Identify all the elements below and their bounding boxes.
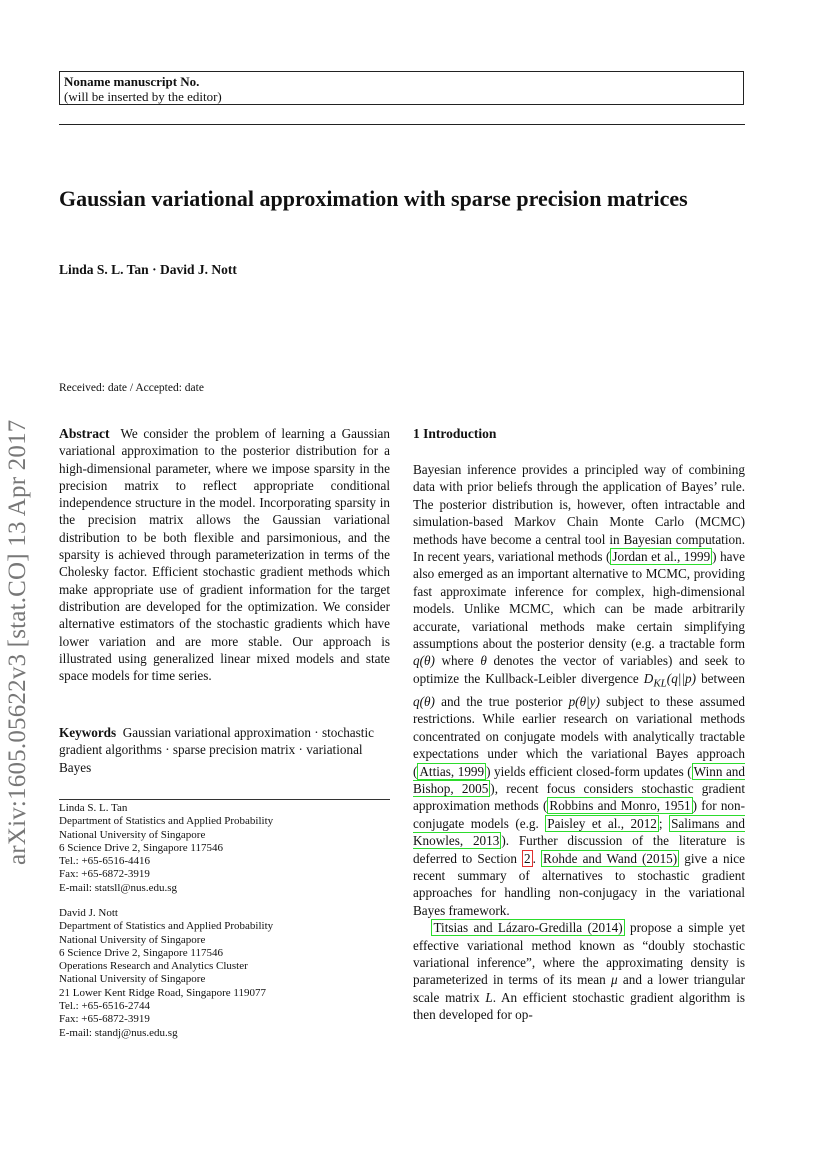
math-subscript: KL <box>653 677 667 690</box>
text-run: give a nice recent summary of alternatives to stochastic gradient approaches for handling non-conjugacy in the variational Bayes framework. <box>413 850 745 918</box>
affil-email: E-mail: statsll@nus.edu.sg <box>59 881 177 894</box>
affiliation-nott <box>59 907 390 1040</box>
text-run: ; <box>658 815 670 831</box>
affil-line: 21 Lower Kent Ridge Road, Singapore 119077 <box>59 986 267 999</box>
affiliation-tan <box>59 802 390 895</box>
affil-line: 6 Science Drive 2, Singapore 117546 <box>59 946 223 959</box>
paper-authors: Linda S. L. Tan · David J. Nott <box>59 262 237 277</box>
header-rule <box>59 124 745 125</box>
affil-line: National University of Singapore <box>59 828 206 841</box>
math-args: (q||p) <box>666 670 697 686</box>
section-reference-link[interactable]: 2 <box>524 850 531 866</box>
intro-paragraph-2 <box>413 919 745 1023</box>
paper-title: Gaussian variational approximation with sparse precision matrices <box>59 186 688 211</box>
abstract <box>59 425 390 684</box>
affil-line: Department of Statistics and Applied Probability <box>59 920 274 933</box>
citation-link[interactable]: Titsias and Lázaro-Gredilla (2014) <box>433 920 623 936</box>
affil-email: E-mail: standj@nus.edu.sg <box>59 1026 178 1039</box>
text-run: between <box>696 670 745 686</box>
text-run: ) for non-conjugate models (e.g. <box>413 798 746 831</box>
manuscript-number: Noname manuscript No. <box>64 74 200 89</box>
manuscript-box <box>59 71 744 105</box>
math-posterior: p(θ|y) <box>568 693 600 709</box>
manuscript-note: (will be inserted by the editor) <box>64 89 222 104</box>
math-q-theta: q(θ) <box>413 653 435 669</box>
affil-line: David J. Nott <box>59 907 118 919</box>
text-run: ) have also emerged as an important alternative to MCMC, providing fast approximate inference for complex, high-dimensional models. Unlike MCMC, which can be made arbitrarily accurate, variational methods make certain simplifying assumptions about the posterior density (e.g. a tractable form <box>413 549 745 652</box>
section-heading-introduction: 1 Introduction <box>413 426 497 441</box>
received-date: Received: date / Accepted: date <box>59 382 204 394</box>
arxiv-stamp: arXiv:1605.05622v3 [stat.CO] 13 Apr 2017 <box>4 419 31 865</box>
text-run: Bayesian inference provides a principled way of combining data with prior beliefs through the application of Bayes’ rule. The posterior distribution is, however, often intractable and simulation-based Markov Chain Monte Carlo (MCMC) methods have become a central tool in Bayesian computation. In recent years, variational methods ( <box>413 462 745 565</box>
citation-link[interactable]: Robbins and Monro, 1951 <box>549 798 691 814</box>
math-mu: μ <box>611 972 618 988</box>
abstract-text: We consider the problem of learning a Gaussian variational approximation to the posterior distribution for a high-dimensional parameter, where we impose sparsity in the precision matrix to reflect appropriate conditional independence structure in the model. Incorporating sparsity in the precision matrix allows the Gaussian variational distribution to be both flexible and parsimonious, and the sparsity is achieved through parameterization in terms of the Cholesky factor. Efficient stochastic gradient methods which make appropriate use of gradient information for the target distribution are developed for the optimization. We consider alternative estimators of the stochastic gradients which have lower variation and are more stable. Our approach is illustrated using generalized linear mixed models and state space models for time series. <box>59 426 390 684</box>
math-theta: θ <box>480 653 487 669</box>
introduction-body <box>413 461 745 1024</box>
text-run: ) yields efficient closed-form updates ( <box>486 763 692 779</box>
text-run: ), recent focus considers stochastic gradient approximation methods ( <box>413 780 745 814</box>
affil-line: Tel.: +65-6516-2744 <box>59 1000 150 1013</box>
text-run: and the true posterior <box>434 693 569 709</box>
math-q-theta: q(θ) <box>413 693 435 709</box>
citation-link[interactable]: Rohde and Wand (2015) <box>543 850 678 866</box>
affil-line: National University of Singapore <box>59 973 206 986</box>
text-run: where <box>434 653 481 669</box>
abstract-label: Abstract <box>59 426 110 441</box>
citation-link[interactable]: Winn and Bishop, 2005 <box>413 763 745 796</box>
affiliation-rule <box>59 799 390 800</box>
math-L: L <box>485 989 493 1005</box>
text-run: propose a simple yet effective variational method known as “doubly stochastic variational inference”, where the approximating density is parameterized in terms of its mean <box>413 920 745 988</box>
citation-link[interactable]: Paisley et al., 2012 <box>547 815 657 831</box>
text-run: ). Further discussion of the literature is deferred to Section <box>413 833 745 866</box>
keywords-label: Keywords <box>59 725 117 740</box>
affil-line: National University of Singapore <box>59 933 206 946</box>
math-symbol: D <box>643 670 654 686</box>
citation-link[interactable]: Attias, 1999 <box>419 763 485 779</box>
keywords-text: Gaussian variational approximation · stochastic gradient algorithms · sparse precision matrix · variational Bayes <box>59 725 374 775</box>
affil-line: Operations Research and Analytics Cluster <box>59 960 248 973</box>
affil-line: Tel.: +65-6516-4416 <box>59 855 150 868</box>
citation-link[interactable]: Jordan et al., 1999 <box>612 549 711 565</box>
intro-paragraph-1 <box>413 461 745 919</box>
citation-link[interactable]: Salimans and Knowles, 2013 <box>413 815 745 849</box>
text-run: . <box>532 850 542 866</box>
affil-line: Linda S. L. Tan <box>59 802 128 814</box>
affil-line: Department of Statistics and Applied Probability <box>59 815 274 828</box>
math-dkl <box>643 670 697 690</box>
affil-line: 6 Science Drive 2, Singapore 117546 <box>59 841 223 854</box>
affil-line: Fax: +65-6872-3919 <box>59 1013 150 1026</box>
affil-line: Fax: +65-6872-3919 <box>59 868 150 881</box>
text-run: . An efficient stochastic gradient algorithm is then developed for op- <box>413 989 745 1023</box>
keywords <box>59 724 390 776</box>
text-run: subject to these assumed restrictions. While earlier research on variational methods concentrated on conjugate models with analytically tractable expectations under which the variational Bayes approach ( <box>413 693 745 779</box>
text-run: and a lower triangular scale matrix <box>413 972 745 1005</box>
text-run: denotes the vector of variables) and seek to optimize the Kullback-Leibler divergence <box>413 653 745 686</box>
